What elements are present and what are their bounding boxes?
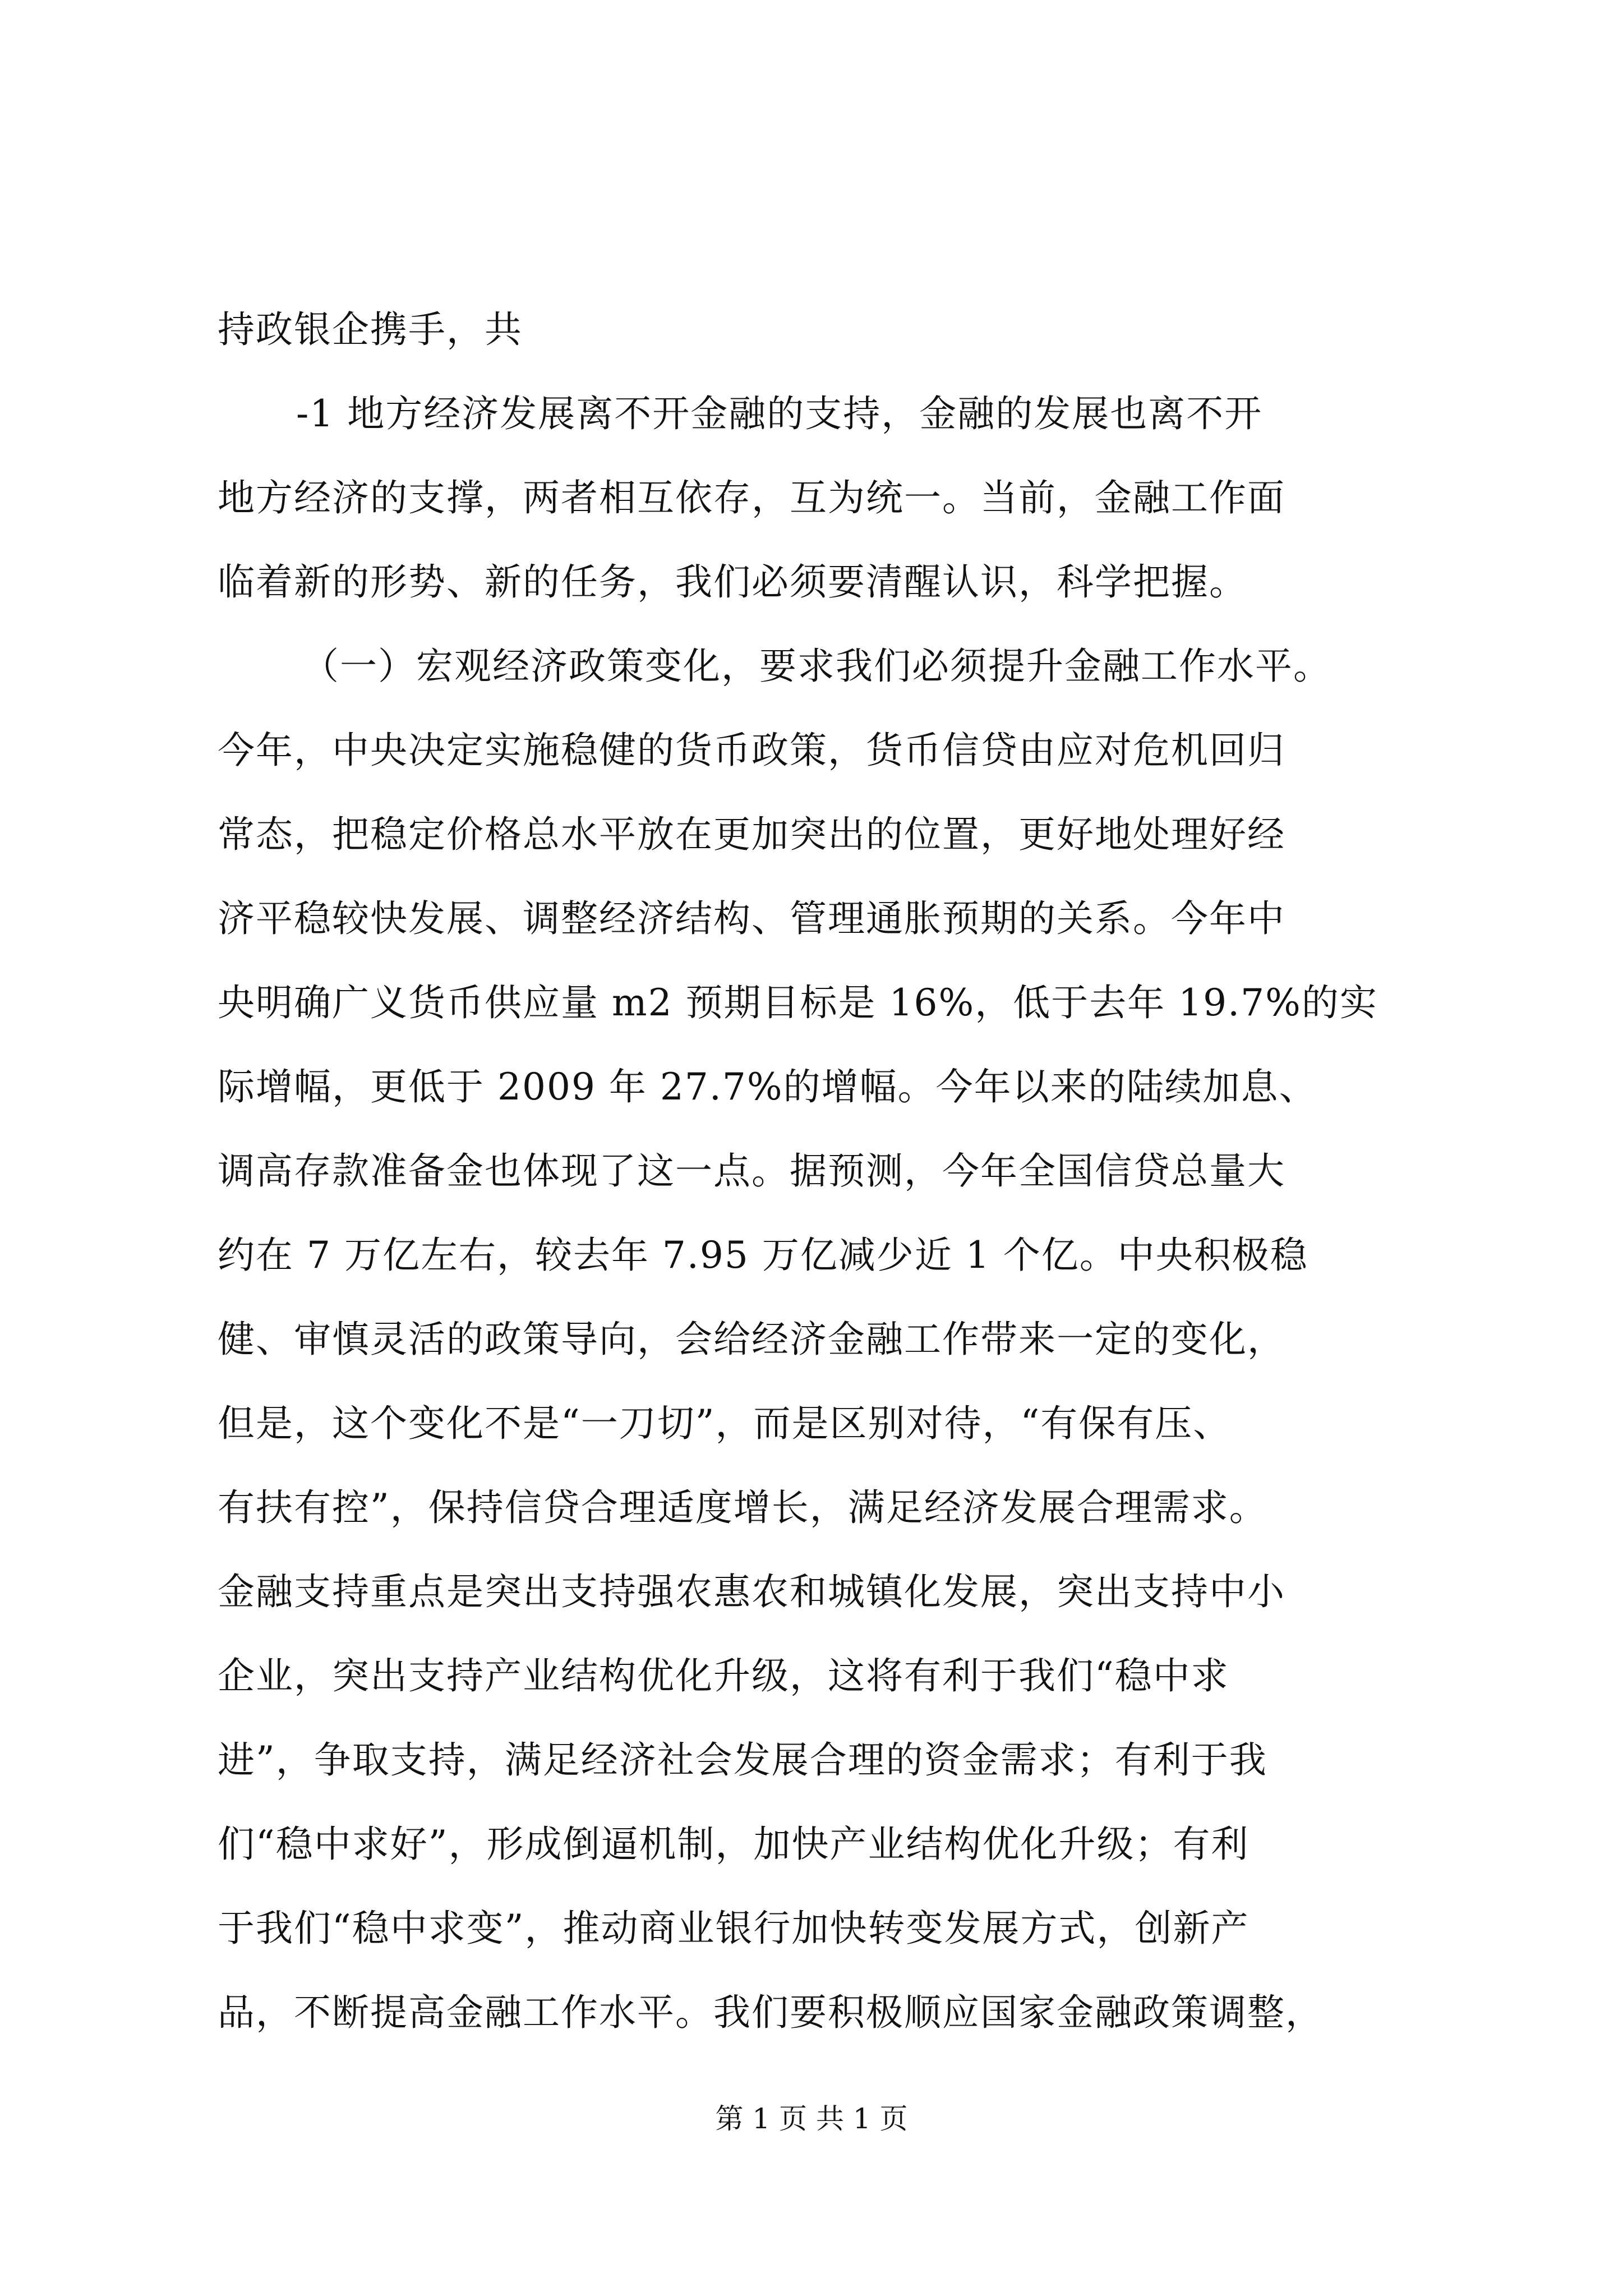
page-footer: 第 1 页 共 1 页 (715, 2102, 908, 2135)
text-line: 金融支持重点是突出支持强农惠农和城镇化发展，突出支持中小 (218, 1570, 1285, 1613)
text-line: 际增幅，更低于 2009 年 27.7%的增幅。今年以来的陆续加息、 (218, 1065, 1317, 1108)
text-line: 约在 7 万亿左右，较去年 7.95 万亿减少近 1 个亿。中央积极稳 (218, 1234, 1308, 1277)
text-line: 今年，中央决定实施稳健的货币政策，货币信贷由应对危机回归 (218, 729, 1285, 772)
text-line: -1 地方经济发展离不开金融的支持，金融的发展也离不开 (296, 392, 1263, 435)
text-line: 有扶有控”，保持信贷合理适度增长，满足经济发展合理需求。 (218, 1486, 1267, 1529)
text-line: 健、审慎灵活的政策导向，会给经济金融工作带来一定的变化， (218, 1318, 1285, 1361)
text-line: 济平稳较快发展、调整经济结构、管理通胀预期的关系。今年中 (218, 897, 1285, 940)
text-line: 但是，这个变化不是“一刀切”，而是区别对待，“有保有压、 (218, 1402, 1232, 1445)
text-line: 企业，突出支持产业结构优化升级，这将有利于我们“稳中求 (218, 1654, 1229, 1697)
text-line: 地方经济的支撑，两者相互依存，互为统一。当前，金融工作面 (218, 476, 1285, 519)
text-line: 们“稳中求好”，形成倒逼机制，加快产业结构优化升级；有利 (218, 1823, 1249, 1866)
text-line: 常态，把稳定价格总水平放在更加突出的位置，更好地处理好经 (218, 813, 1285, 856)
text-line: 临着新的形势、新的任务，我们必须要清醒认识，科学把握。 (218, 560, 1247, 604)
text-line: 调高存款准备金也体现了这一点。据预测，今年全国信贷总量大 (218, 1149, 1285, 1193)
text-line: （一）宏观经济政策变化，要求我们必须提升金融工作水平。 (302, 645, 1331, 688)
text-line: 品，不断提高金融工作水平。我们要积极顺应国家金融政策调整， (218, 1991, 1324, 2034)
text-line: 于我们“稳中求变”，推动商业银行加快转变发展方式，创新产 (218, 1907, 1249, 1950)
text-line: 进”，争取支持，满足经济社会发展合理的资金需求；有利于我 (218, 1738, 1267, 1782)
text-line: 央明确广义货币供应量 m2 预期目标是 16%，低于去年 19.7%的实 (218, 981, 1378, 1024)
text-line: 持政银企携手，共 (218, 308, 523, 351)
